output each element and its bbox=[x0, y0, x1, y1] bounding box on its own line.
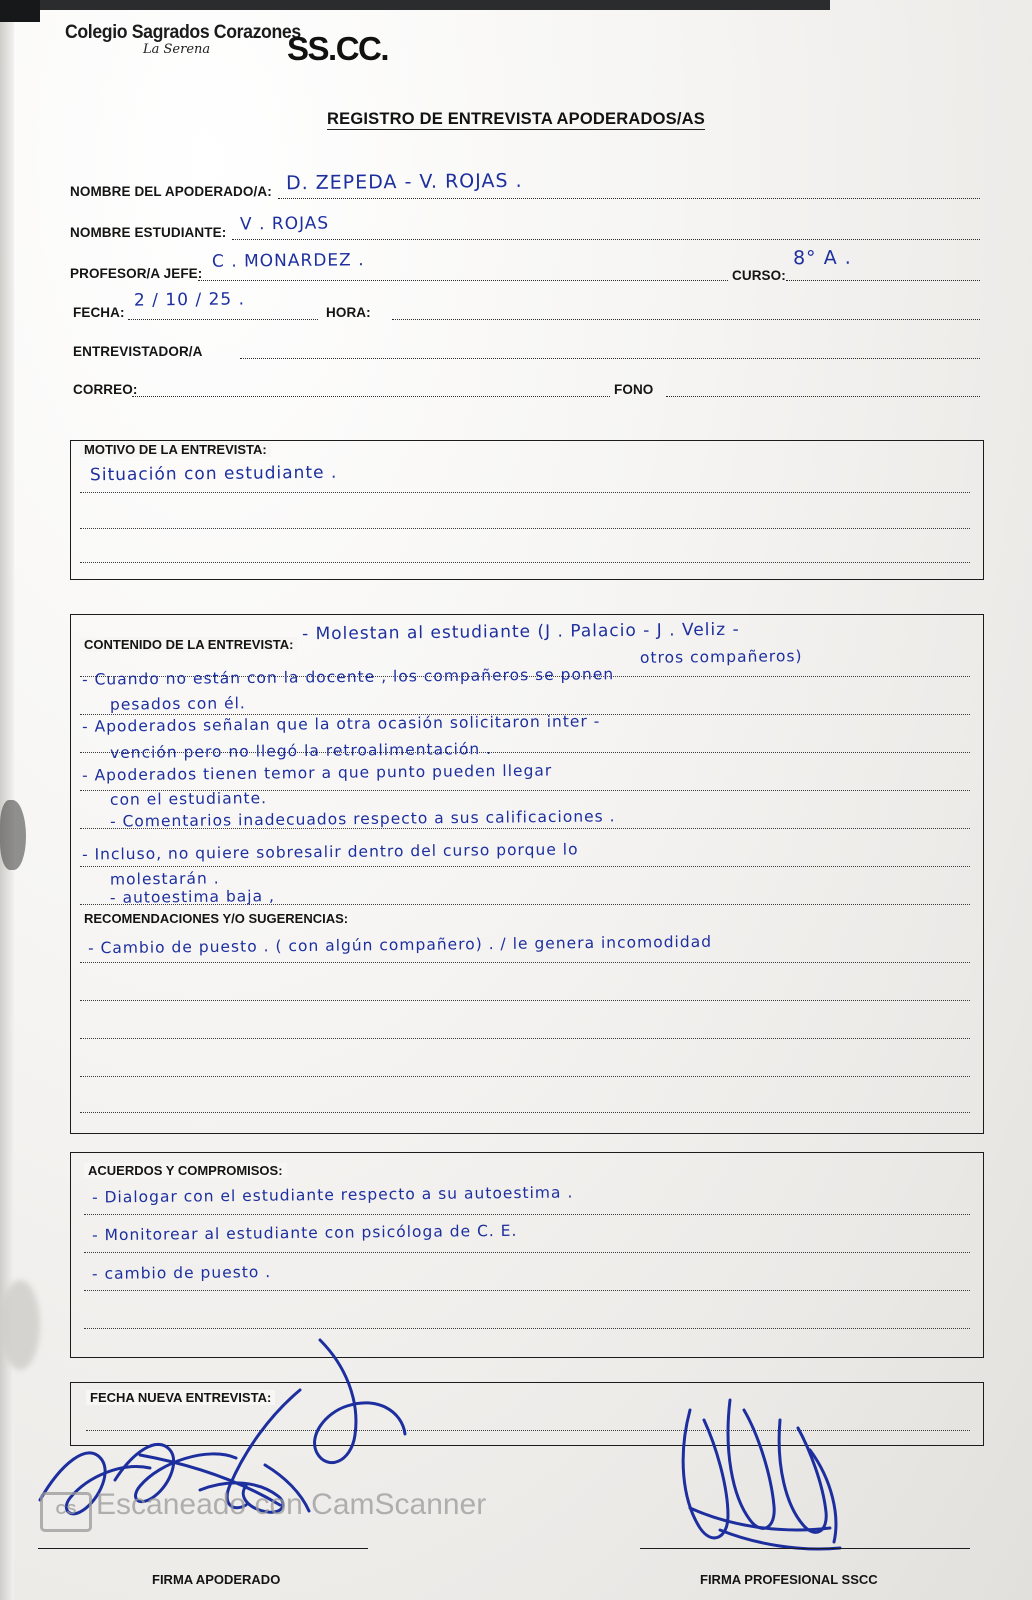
school-name-line2: La Serena bbox=[143, 42, 211, 57]
signature-label-apoderado: FIRMA APODERADO bbox=[152, 1572, 281, 1587]
motivo-line-2 bbox=[80, 528, 970, 529]
scan-corner-shadow bbox=[0, 0, 40, 22]
school-logo bbox=[65, 22, 395, 67]
acuerdos-line-1 bbox=[84, 1214, 970, 1215]
motivo-line-1 bbox=[80, 492, 970, 493]
label-nombre-apoderado: NOMBRE DEL APODERADO/A: bbox=[70, 184, 272, 199]
dots-fecha bbox=[128, 319, 318, 320]
label-motivo: MOTIVO DE LA ENTREVISTA: bbox=[80, 442, 271, 457]
label-fecha-nueva: FECHA NUEVA ENTREVISTA: bbox=[86, 1390, 275, 1405]
motivo-line-3 bbox=[80, 562, 970, 563]
school-abbreviation: SS.CC. bbox=[287, 30, 389, 67]
contenido-text-line-4[interactable]: - Apoderados señalan que la otra ocasión solicitaron inter - bbox=[81, 712, 601, 736]
contenido-text-line-3[interactable]: pesados con él. bbox=[109, 694, 246, 714]
signature-label-profesional: FIRMA PROFESIONAL SSCC bbox=[700, 1572, 878, 1587]
scan-top-shadow bbox=[40, 0, 830, 10]
recomendaciones-line-2 bbox=[80, 1000, 970, 1001]
acuerdos-line-3 bbox=[84, 1290, 970, 1291]
dots-correo bbox=[132, 396, 610, 397]
school-name-line1: Colegio Sagrados Corazones bbox=[65, 22, 301, 43]
recomendaciones-line-3 bbox=[80, 1038, 970, 1039]
page-title-text: REGISTRO DE ENTREVISTA APODERADOS/AS bbox=[327, 110, 705, 128]
recomendaciones-line-5 bbox=[80, 1112, 970, 1113]
label-profesor-jefe: PROFESOR/A JEFE: bbox=[70, 266, 203, 281]
contenido-text-line-10[interactable]: molestarán . bbox=[109, 869, 220, 889]
contenido-text-line-1[interactable]: otros compañeros) bbox=[639, 647, 803, 667]
page-edge-smudge bbox=[0, 800, 26, 870]
dots-profesor-jefe bbox=[198, 280, 728, 281]
label-entrevistador: ENTREVISTADOR/A bbox=[73, 344, 203, 359]
camscanner-icon: CS bbox=[40, 1492, 92, 1532]
label-hora: HORA: bbox=[326, 305, 371, 320]
dots-nombre-apoderado bbox=[278, 198, 980, 199]
recomendaciones-text-line-1[interactable]: - Cambio de puesto . ( con algún compañero) . / le genera incomodidad bbox=[87, 932, 713, 958]
acuerdos-line-4 bbox=[84, 1328, 970, 1329]
contenido-text-line-9[interactable]: - Incluso, no quiere sobresalir dentro del curso porque lo bbox=[81, 840, 579, 864]
contenido-text-line-5[interactable]: vención pero no llegó la retroalimentación . bbox=[109, 740, 493, 762]
contenido-text-inline[interactable]: - Molestan al estudiante (J . Palacio - J . Veliz - bbox=[301, 619, 740, 645]
dots-entrevistador bbox=[240, 358, 980, 359]
motivo-text-line-1[interactable]: Situación con estudiante . bbox=[89, 462, 338, 486]
value-profesor-jefe[interactable]: C . MONARDEZ . bbox=[211, 250, 365, 272]
signature-line-profesional bbox=[640, 1548, 970, 1549]
label-recomendaciones: RECOMENDACIONES Y/O SUGERENCIAS: bbox=[80, 911, 352, 926]
acuerdos-text-line-2[interactable]: - Monitorear al estudiante con psicóloga de C. E. bbox=[91, 1221, 518, 1245]
label-curso: CURSO: bbox=[732, 268, 786, 283]
label-fono: FONO bbox=[614, 382, 654, 397]
signature-line-apoderado bbox=[38, 1548, 368, 1549]
contenido-text-line-11[interactable]: - autoestima baja , bbox=[109, 887, 276, 907]
label-correo: CORREO: bbox=[73, 382, 138, 397]
label-nombre-estudiante: NOMBRE ESTUDIANTE: bbox=[70, 225, 227, 240]
dots-hora bbox=[392, 319, 980, 320]
dots-fono bbox=[666, 396, 980, 397]
contenido-text-line-2[interactable]: - Cuando no están con la docente , los compañeros se ponen bbox=[81, 665, 615, 689]
label-fecha: FECHA: bbox=[73, 305, 125, 320]
contenido-text-line-7[interactable]: con el estudiante. bbox=[109, 789, 268, 809]
contenido-text-line-6[interactable]: - Apoderados tienen temor a que punto pueden llegar bbox=[81, 761, 553, 785]
label-contenido: CONTENIDO DE LA ENTREVISTA: bbox=[80, 637, 297, 652]
recomendaciones-line-4 bbox=[80, 1076, 970, 1077]
camscanner-watermark: Escaneado con CamScanner bbox=[96, 1488, 487, 1521]
contenido-text-line-8[interactable]: - Comentarios inadecuados respecto a sus calificaciones . bbox=[109, 807, 616, 831]
label-acuerdos: ACUERDOS Y COMPROMISOS: bbox=[84, 1163, 287, 1178]
value-nombre-apoderado[interactable]: D. ZEPEDA - V. ROJAS . bbox=[285, 169, 523, 195]
acuerdos-line-2 bbox=[84, 1252, 970, 1253]
dots-curso bbox=[786, 280, 980, 281]
contenido-line-6 bbox=[80, 866, 970, 867]
dots-nombre-estudiante bbox=[232, 239, 980, 240]
value-fecha[interactable]: 2 / 10 / 25 . bbox=[133, 289, 246, 311]
value-nombre-estudiante[interactable]: V . ROJAS bbox=[239, 213, 330, 235]
acuerdos-text-line-3[interactable]: - cambio de puesto . bbox=[91, 1263, 272, 1283]
motivo-box bbox=[70, 440, 984, 580]
recomendaciones-line-1 bbox=[80, 962, 970, 963]
signature-profesional-ink bbox=[660, 1390, 980, 1570]
acuerdos-text-line-1[interactable]: - Dialogar con el estudiante respecto a su autoestima . bbox=[91, 1183, 574, 1207]
value-curso[interactable]: 8° A . bbox=[792, 246, 852, 270]
page-title bbox=[0, 110, 1032, 129]
